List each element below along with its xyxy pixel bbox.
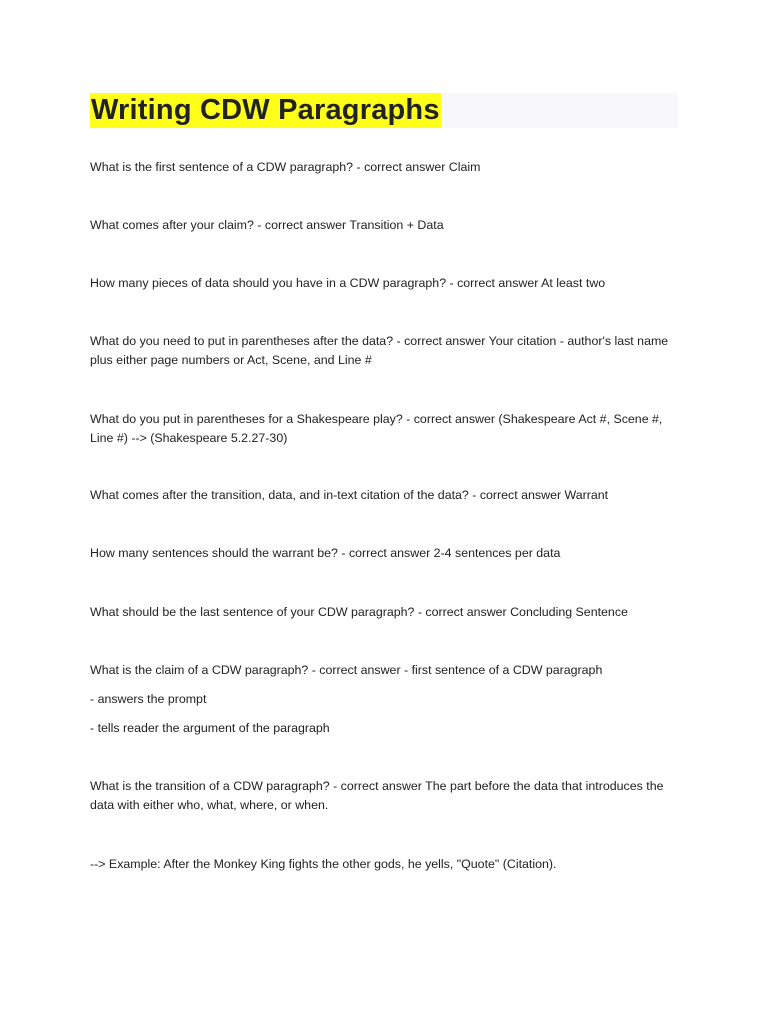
qa-item: What comes after the transition, data, and in-text citation of the data? - correct answer Warrant bbox=[90, 488, 609, 502]
qa-item: What is the claim of a CDW paragraph? - correct answer - first sentence of a CDW paragraph bbox=[90, 663, 603, 677]
qa-item: What do you need to put in parentheses after the data? - correct answer Your citation - author's last name plus either page numbers or Act, Scene, and Line # bbox=[90, 334, 669, 367]
qa-item: How many sentences should the warrant be? - correct answer 2-4 sentences per data bbox=[90, 546, 561, 560]
qa-item: What comes after your claim? - correct answer Transition + Data bbox=[90, 218, 444, 232]
qa-item: What do you put in parentheses for a Shakespeare play? - correct answer (Shakespeare Act #, Scene #, Line #) --> (Shakespeare 5.2.27-30) bbox=[90, 412, 663, 445]
qa-list-item: - answers the prompt bbox=[90, 692, 207, 706]
qa-item: What should be the last sentence of your CDW paragraph? - correct answer Concluding Sentence bbox=[90, 605, 628, 619]
document-title: Writing CDW Paragraphs bbox=[91, 94, 440, 126]
qa-item: What is the first sentence of a CDW paragraph? - correct answer Claim bbox=[90, 160, 481, 174]
qa-item: How many pieces of data should you have in a CDW paragraph? - correct answer At least two bbox=[90, 276, 606, 290]
qa-item: What is the transition of a CDW paragraph? - correct answer The part before the data that introduces the data with either who, what, where, or when. bbox=[90, 779, 664, 812]
qa-list-item: - tells reader the argument of the paragraph bbox=[90, 721, 330, 735]
qa-example: --> Example: After the Monkey King fights the other gods, he yells, "Quote" (Citation). bbox=[90, 857, 557, 871]
